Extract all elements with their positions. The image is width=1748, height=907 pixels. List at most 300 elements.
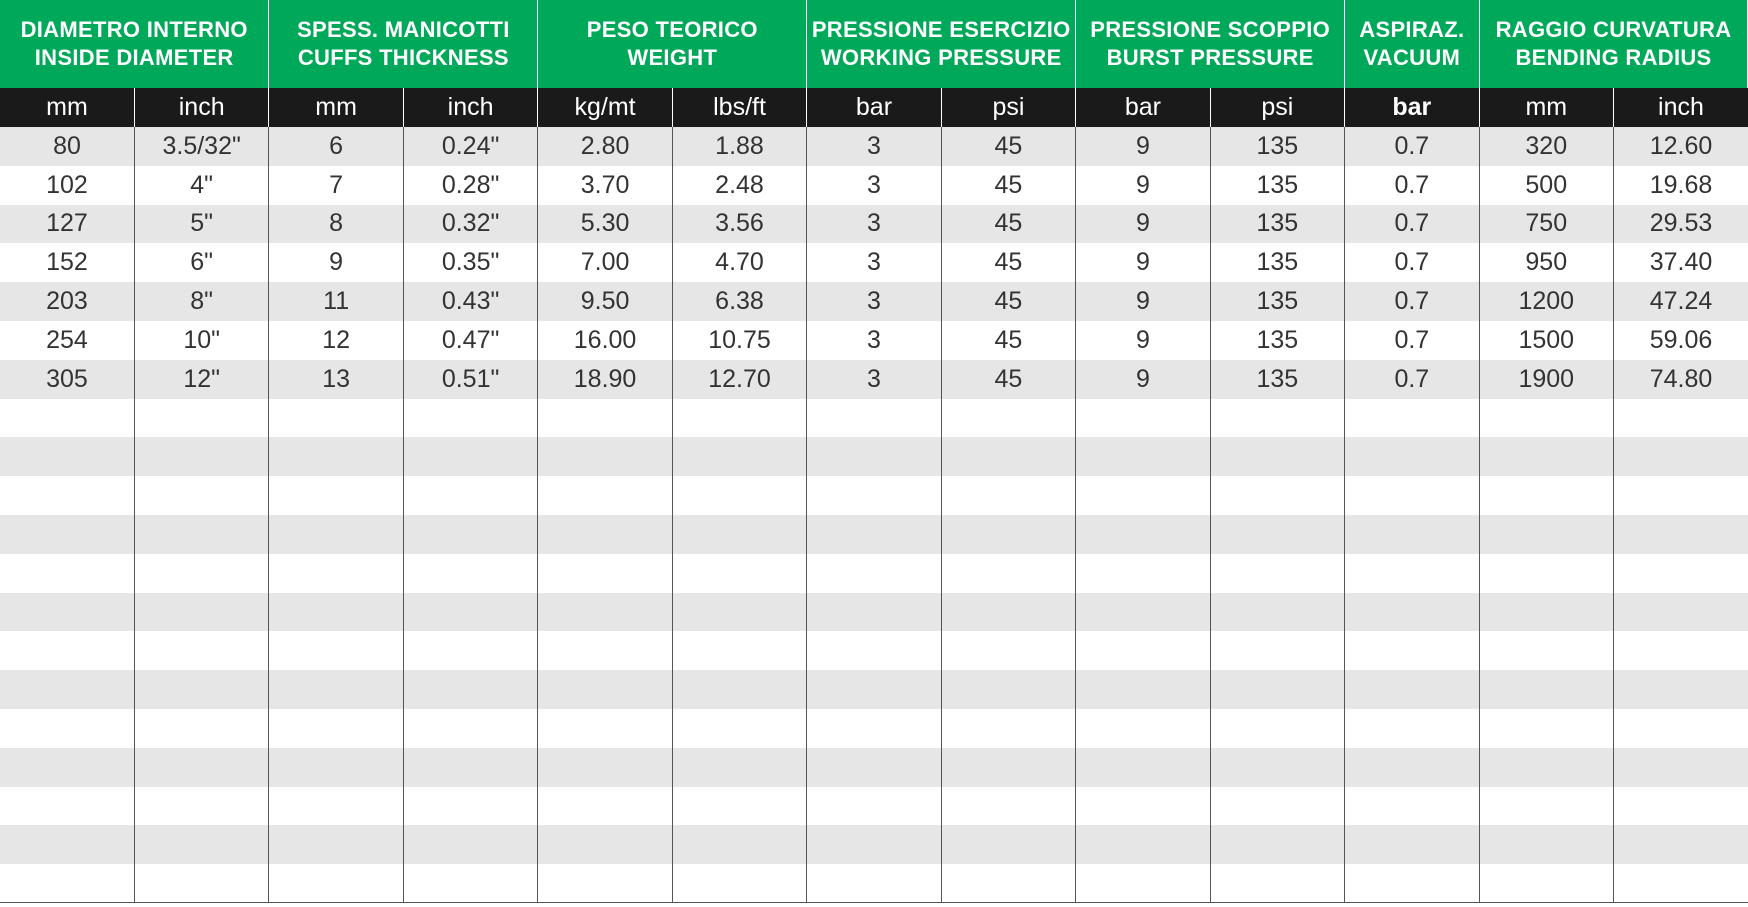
table-cell <box>1345 748 1479 787</box>
table-cell <box>1210 670 1344 709</box>
table-row <box>0 864 1748 903</box>
table-cell <box>1210 864 1344 903</box>
table-cell <box>269 825 403 864</box>
table-cell: 16.00 <box>538 321 672 360</box>
table-cell: 254 <box>0 321 134 360</box>
table-cell: 3 <box>807 360 941 399</box>
table-cell <box>1479 670 1613 709</box>
table-cell <box>1210 709 1344 748</box>
table-cell <box>403 825 537 864</box>
table-cell <box>269 476 403 515</box>
table-cell: 18.90 <box>538 360 672 399</box>
table-cell <box>807 864 941 903</box>
table-cell <box>538 631 672 670</box>
table-cell: 0.7 <box>1345 282 1479 321</box>
table-cell: 9 <box>269 243 403 282</box>
table-cell <box>1076 631 1210 670</box>
table-cell: 45 <box>941 205 1075 244</box>
table-cell: 0.7 <box>1345 360 1479 399</box>
group-header <box>1345 0 1479 88</box>
table-cell: 305 <box>0 360 134 399</box>
table-cell <box>1076 593 1210 632</box>
table-cell <box>672 670 806 709</box>
table-cell <box>269 593 403 632</box>
table-cell <box>1479 437 1613 476</box>
table-cell: 10.75 <box>672 321 806 360</box>
table-cell: 12.70 <box>672 360 806 399</box>
table-cell <box>538 476 672 515</box>
table-row <box>0 748 1748 787</box>
table-cell: 74.80 <box>1614 360 1748 399</box>
table-cell: 3 <box>807 205 941 244</box>
unit-header: psi <box>941 88 1075 127</box>
table-row <box>0 670 1748 709</box>
group-header <box>1076 0 1345 88</box>
table-cell: 0.7 <box>1345 127 1479 166</box>
table-cell: 0.24" <box>403 127 537 166</box>
table-cell: 9 <box>1076 360 1210 399</box>
table-cell: 0.32" <box>403 205 537 244</box>
group-header-italian: DIAMETRO INTERNO <box>20 17 248 42</box>
table-cell: 3.70 <box>538 166 672 205</box>
table-cell: 1500 <box>1479 321 1613 360</box>
table-row <box>0 515 1748 554</box>
table-cell <box>1479 825 1613 864</box>
table-cell <box>0 670 134 709</box>
table-cell: 0.7 <box>1345 243 1479 282</box>
table-cell: 135 <box>1210 360 1344 399</box>
table-row <box>0 437 1748 476</box>
table-cell <box>1479 748 1613 787</box>
table-cell <box>941 631 1075 670</box>
table-cell <box>538 709 672 748</box>
table-cell <box>1479 476 1613 515</box>
table-cell <box>1210 554 1344 593</box>
table-cell <box>269 437 403 476</box>
table-cell <box>672 515 806 554</box>
group-header-italian: ASPIRAZ. <box>1359 17 1465 42</box>
table-cell: 4" <box>134 166 268 205</box>
table-cell <box>403 631 537 670</box>
table-cell <box>807 515 941 554</box>
table-cell <box>1614 864 1748 903</box>
table-cell: 45 <box>941 360 1075 399</box>
table-cell: 3 <box>807 166 941 205</box>
group-header-english: WEIGHT <box>627 45 718 70</box>
table-cell: 8" <box>134 282 268 321</box>
table-cell: 9.50 <box>538 282 672 321</box>
table-cell <box>1614 709 1748 748</box>
table-row <box>0 321 1748 360</box>
table-cell: 45 <box>941 282 1075 321</box>
table-cell: 13 <box>269 360 403 399</box>
table-cell: 1.88 <box>672 127 806 166</box>
table-cell <box>672 748 806 787</box>
table-cell: 12" <box>134 360 268 399</box>
table-cell <box>538 748 672 787</box>
table-cell <box>1479 399 1613 438</box>
table-cell <box>0 825 134 864</box>
table-cell <box>134 709 268 748</box>
table-cell <box>941 515 1075 554</box>
table-cell <box>941 476 1075 515</box>
table-cell <box>538 399 672 438</box>
unit-header: bar <box>1345 88 1479 127</box>
table-cell <box>134 554 268 593</box>
table-cell <box>1614 825 1748 864</box>
table-cell <box>134 748 268 787</box>
table-cell: 2.48 <box>672 166 806 205</box>
table-cell <box>941 670 1075 709</box>
table-cell <box>1345 515 1479 554</box>
table-cell <box>134 631 268 670</box>
table-cell <box>1210 593 1344 632</box>
table-cell <box>941 399 1075 438</box>
table-cell <box>941 825 1075 864</box>
table-cell <box>1210 825 1344 864</box>
group-header-english: CUFFS THICKNESS <box>297 45 509 70</box>
table-cell: 59.06 <box>1614 321 1748 360</box>
table-cell <box>1076 515 1210 554</box>
table-cell <box>269 399 403 438</box>
table-cell <box>1076 748 1210 787</box>
table-cell <box>269 554 403 593</box>
table-cell <box>0 864 134 903</box>
table-cell: 135 <box>1210 321 1344 360</box>
unit-header: mm <box>0 88 134 127</box>
table-cell <box>538 515 672 554</box>
table-cell: 11 <box>269 282 403 321</box>
table-cell: 0.7 <box>1345 205 1479 244</box>
group-header <box>269 0 538 88</box>
unit-header: mm <box>269 88 403 127</box>
table-cell <box>403 864 537 903</box>
table-cell <box>134 670 268 709</box>
group-header <box>0 0 269 88</box>
group-header-english: VACUUM <box>1363 45 1461 70</box>
table-cell <box>1345 593 1479 632</box>
table-cell <box>1345 554 1479 593</box>
table-cell <box>269 864 403 903</box>
table-cell <box>807 593 941 632</box>
table-cell <box>403 437 537 476</box>
unit-header-row <box>0 88 1748 127</box>
table-row <box>0 360 1748 399</box>
table-cell <box>0 631 134 670</box>
table-cell <box>0 476 134 515</box>
table-cell: 950 <box>1479 243 1613 282</box>
table-cell <box>1345 399 1479 438</box>
table-cell <box>403 399 537 438</box>
table-cell <box>807 399 941 438</box>
table-cell: 5.30 <box>538 205 672 244</box>
table-cell <box>403 476 537 515</box>
table-cell: 203 <box>0 282 134 321</box>
table-row <box>0 205 1748 244</box>
table-cell <box>1076 825 1210 864</box>
table-cell <box>672 593 806 632</box>
table-cell: 6" <box>134 243 268 282</box>
table-cell <box>1345 476 1479 515</box>
table-cell <box>672 554 806 593</box>
table-cell: 7.00 <box>538 243 672 282</box>
table-cell <box>1345 437 1479 476</box>
table-cell <box>1076 437 1210 476</box>
table-cell: 10" <box>134 321 268 360</box>
table-cell <box>0 437 134 476</box>
group-header-row <box>0 0 1748 88</box>
table-cell <box>1614 631 1748 670</box>
table-cell <box>807 631 941 670</box>
table-cell: 320 <box>1479 127 1613 166</box>
table-cell <box>134 593 268 632</box>
group-header-italian: RAGGIO CURVATURA <box>1495 17 1732 42</box>
group-header-english: BENDING RADIUS <box>1515 45 1712 70</box>
table-cell <box>672 864 806 903</box>
table-cell <box>538 825 672 864</box>
table-cell <box>1345 864 1479 903</box>
table-cell <box>1614 554 1748 593</box>
table-cell: 0.28" <box>403 166 537 205</box>
table-cell <box>538 554 672 593</box>
table-cell <box>672 709 806 748</box>
table-cell: 80 <box>0 127 134 166</box>
table-cell: 6.38 <box>672 282 806 321</box>
table-cell <box>403 787 537 826</box>
table-cell <box>941 593 1075 632</box>
table-cell: 3.5/32" <box>134 127 268 166</box>
table-cell <box>1076 864 1210 903</box>
table-cell <box>672 825 806 864</box>
group-header-italian: SPESS. MANICOTTI <box>297 17 510 42</box>
table-cell: 12.60 <box>1614 127 1748 166</box>
table-cell: 37.40 <box>1614 243 1748 282</box>
table-cell: 152 <box>0 243 134 282</box>
unit-header: bar <box>807 88 941 127</box>
unit-header: mm <box>1479 88 1613 127</box>
unit-header: bar <box>1076 88 1210 127</box>
table-cell: 0.7 <box>1345 166 1479 205</box>
table-cell <box>1345 670 1479 709</box>
group-header-english: INSIDE DIAMETER <box>34 45 234 70</box>
table-cell <box>1614 748 1748 787</box>
unit-header: psi <box>1210 88 1344 127</box>
unit-header: inch <box>1614 88 1748 127</box>
table-cell <box>1614 437 1748 476</box>
table-cell <box>269 748 403 787</box>
group-header-italian: PESO TEORICO <box>586 17 758 42</box>
unit-header: kg/mt <box>538 88 672 127</box>
table-cell <box>807 670 941 709</box>
table-row <box>0 476 1748 515</box>
table-cell <box>134 399 268 438</box>
table-cell: 2.80 <box>538 127 672 166</box>
table-cell <box>807 825 941 864</box>
unit-header: lbs/ft <box>672 88 806 127</box>
table-cell <box>1076 476 1210 515</box>
table-cell <box>941 787 1075 826</box>
table-cell <box>1076 709 1210 748</box>
table-cell <box>1210 437 1344 476</box>
table-cell <box>403 593 537 632</box>
table-cell: 3 <box>807 282 941 321</box>
table-cell: 135 <box>1210 127 1344 166</box>
table-cell <box>1479 515 1613 554</box>
table-cell: 102 <box>0 166 134 205</box>
table-body <box>0 127 1748 903</box>
table-cell <box>403 554 537 593</box>
table-cell <box>1614 593 1748 632</box>
table-cell <box>1210 787 1344 826</box>
table-cell <box>1210 748 1344 787</box>
table-cell <box>1345 709 1479 748</box>
group-header-italian: PRESSIONE SCOPPIO <box>1090 17 1331 42</box>
table-cell <box>538 593 672 632</box>
table-cell: 0.43" <box>403 282 537 321</box>
table-cell: 29.53 <box>1614 205 1748 244</box>
table-cell <box>807 787 941 826</box>
table-row <box>0 399 1748 438</box>
table-row <box>0 631 1748 670</box>
unit-header: inch <box>403 88 537 127</box>
table-cell: 135 <box>1210 243 1344 282</box>
table-cell <box>1614 515 1748 554</box>
table-cell <box>0 554 134 593</box>
table-row <box>0 282 1748 321</box>
group-header-english: WORKING PRESSURE <box>820 45 1062 70</box>
group-header <box>807 0 1076 88</box>
table-cell <box>269 787 403 826</box>
table-cell <box>941 554 1075 593</box>
table-cell: 9 <box>1076 282 1210 321</box>
table-cell <box>1076 787 1210 826</box>
table-cell <box>403 709 537 748</box>
table-cell <box>1210 399 1344 438</box>
table-cell <box>1345 825 1479 864</box>
table-row <box>0 825 1748 864</box>
table-row <box>0 593 1748 632</box>
table-cell <box>1076 670 1210 709</box>
table-cell <box>1479 787 1613 826</box>
table-row <box>0 787 1748 826</box>
table-cell <box>269 631 403 670</box>
table-cell <box>941 437 1075 476</box>
table-cell: 3 <box>807 127 941 166</box>
table-cell <box>1076 554 1210 593</box>
table-cell <box>1210 476 1344 515</box>
table-cell: 0.47" <box>403 321 537 360</box>
table-cell: 1200 <box>1479 282 1613 321</box>
table-row <box>0 243 1748 282</box>
table-cell: 45 <box>941 127 1075 166</box>
table-cell <box>807 709 941 748</box>
table-cell: 5" <box>134 205 268 244</box>
table-cell <box>672 399 806 438</box>
table-cell <box>0 399 134 438</box>
table-cell: 9 <box>1076 321 1210 360</box>
table-cell <box>1479 554 1613 593</box>
table-cell: 3 <box>807 321 941 360</box>
table-cell <box>672 787 806 826</box>
table-cell <box>538 864 672 903</box>
table-cell: 135 <box>1210 205 1344 244</box>
table-cell <box>0 515 134 554</box>
table-cell <box>269 670 403 709</box>
table-cell: 750 <box>1479 205 1613 244</box>
table-cell <box>0 709 134 748</box>
group-header-english: BURST PRESSURE <box>1106 45 1314 70</box>
table-cell <box>1076 399 1210 438</box>
table-cell <box>134 437 268 476</box>
table-cell: 9 <box>1076 205 1210 244</box>
table-cell: 135 <box>1210 282 1344 321</box>
table-row <box>0 166 1748 205</box>
table-cell <box>1479 709 1613 748</box>
table-cell <box>134 864 268 903</box>
table-cell: 6 <box>269 127 403 166</box>
table-cell <box>134 787 268 826</box>
table-cell <box>0 593 134 632</box>
table-cell <box>0 787 134 826</box>
table-cell <box>1345 631 1479 670</box>
table-cell <box>941 864 1075 903</box>
table-cell: 9 <box>1076 127 1210 166</box>
table-cell: 45 <box>941 166 1075 205</box>
table-cell: 47.24 <box>1614 282 1748 321</box>
table-cell <box>403 515 537 554</box>
table-cell: 0.7 <box>1345 321 1479 360</box>
table-cell <box>538 787 672 826</box>
table-cell <box>1345 787 1479 826</box>
unit-header: inch <box>134 88 268 127</box>
table-cell <box>1210 515 1344 554</box>
table-cell: 0.51" <box>403 360 537 399</box>
table-cell <box>1479 631 1613 670</box>
table-cell <box>269 709 403 748</box>
table-cell <box>1479 864 1613 903</box>
table-cell <box>403 670 537 709</box>
table-cell: 135 <box>1210 166 1344 205</box>
table-cell <box>1614 476 1748 515</box>
table-cell: 0.35" <box>403 243 537 282</box>
table-cell: 3 <box>807 243 941 282</box>
table-cell <box>672 476 806 515</box>
table-cell: 4.70 <box>672 243 806 282</box>
table-cell: 3.56 <box>672 205 806 244</box>
table-cell <box>941 748 1075 787</box>
group-header <box>538 0 807 88</box>
table-cell <box>672 437 806 476</box>
table-cell <box>807 748 941 787</box>
table-cell <box>1614 670 1748 709</box>
table-cell: 19.68 <box>1614 166 1748 205</box>
table-cell <box>134 476 268 515</box>
table-cell <box>807 476 941 515</box>
table-cell <box>672 631 806 670</box>
table-cell <box>134 515 268 554</box>
table-cell <box>1614 399 1748 438</box>
table-cell <box>807 554 941 593</box>
table-row <box>0 127 1748 166</box>
table-cell <box>941 709 1075 748</box>
table-cell: 1900 <box>1479 360 1613 399</box>
table-cell: 7 <box>269 166 403 205</box>
table-row <box>0 554 1748 593</box>
table-cell: 9 <box>1076 166 1210 205</box>
table-cell: 45 <box>941 243 1075 282</box>
table-cell <box>1614 787 1748 826</box>
group-header-italian: PRESSIONE ESERCIZIO <box>811 17 1071 42</box>
